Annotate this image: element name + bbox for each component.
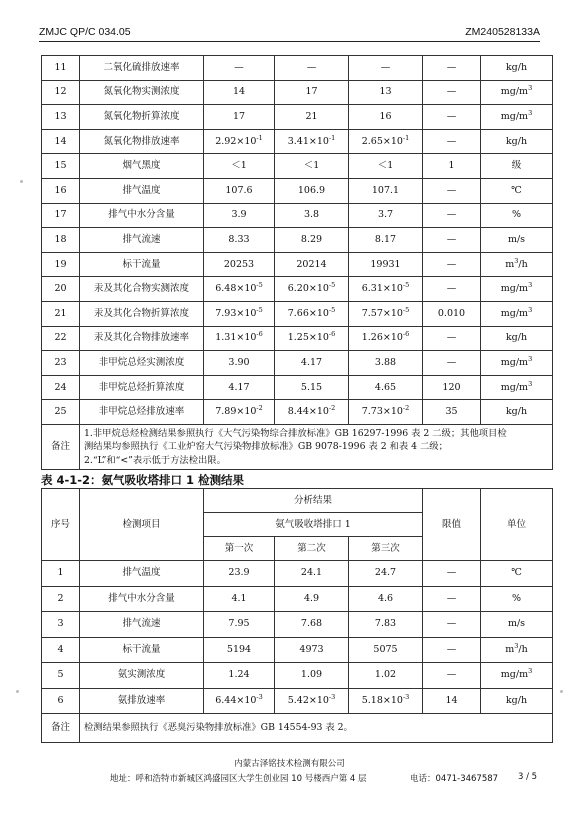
cell-v1: 4.17 [204, 375, 275, 400]
cell-limit: — [423, 228, 481, 253]
table-row [42, 400, 553, 425]
cell-v1: $6.44\times 10^{-3}$ [204, 688, 275, 714]
cell-no: 20 [42, 277, 80, 302]
note-row [42, 424, 553, 469]
cell-no: 1 [42, 561, 80, 587]
cell-v3: 107.1 [349, 178, 423, 203]
cell-v2: 3.8 [275, 203, 349, 228]
cell-v3: $7.57\times 10^{-5}$ [349, 301, 423, 326]
cell-unit: kg/h [481, 326, 553, 351]
cell-v1: ＜1 [204, 154, 275, 179]
cell-unit: % [481, 586, 553, 612]
cell-v2: $7.66\times 10^{-5}$ [275, 301, 349, 326]
footer-address: 地址：呼和浩特市新城区鸿盛园区大学生创业园 10 号楼西户第 4 层 [110, 774, 367, 784]
cell-v2: $5.42\times 10^{-3}$ [275, 688, 349, 714]
cell-limit: — [423, 80, 481, 105]
cell-unit: $mg/m^3$ [481, 375, 553, 400]
results-table-continued [41, 55, 553, 470]
cell-limit: — [423, 586, 481, 612]
cell-unit: $mg/m^3$ [481, 277, 553, 302]
cell-v1: $1.31\times 10^{-6}$ [204, 326, 275, 351]
ammonia-results-table [41, 488, 553, 743]
cell-no: 25 [42, 400, 80, 425]
cell-unit: ℃ [481, 178, 553, 203]
table-row [42, 637, 553, 663]
scan-speck [16, 690, 19, 693]
cell-item: 二氧化硫排放速率 [80, 56, 204, 81]
cell-item: 排气温度 [80, 178, 204, 203]
cell-no: 4 [42, 637, 80, 663]
cell-no: 22 [42, 326, 80, 351]
cell-limit: — [423, 637, 481, 663]
cell-unit: kg/h [481, 129, 553, 154]
cell-v3: — [349, 56, 423, 81]
cell-unit: $mg/m^3$ [481, 105, 553, 130]
cell-item: 氮氧化物折算浓度 [80, 105, 204, 130]
cell-v3: 7.83 [349, 612, 423, 638]
cell-unit: m/s [481, 228, 553, 253]
cell-limit: — [423, 663, 481, 689]
cell-v2: $1.25\times 10^{-6}$ [275, 326, 349, 351]
cell-v3: $1.26\times 10^{-6}$ [349, 326, 423, 351]
cell-v2: 7.68 [275, 612, 349, 638]
cell-item: 氨排放速率 [80, 688, 204, 714]
note-label: 备注 [42, 424, 80, 469]
cell-no: 6 [42, 688, 80, 714]
cell-unit: kg/h [481, 56, 553, 81]
scan-speck [20, 180, 23, 183]
cell-no: 5 [42, 663, 80, 689]
table-row [42, 688, 553, 714]
table-row [42, 326, 553, 351]
cell-v3: 1.02 [349, 663, 423, 689]
cell-item: 汞及其化合物实测浓度 [80, 277, 204, 302]
cell-v2: $8.44\times 10^{-2}$ [275, 400, 349, 425]
cell-v2: 4.17 [275, 351, 349, 376]
table-row [42, 129, 553, 154]
table-row [42, 252, 553, 277]
cell-v1: — [204, 56, 275, 81]
cell-v2: $3.41\times 10^{-1}$ [275, 129, 349, 154]
cell-v3: 5075 [349, 637, 423, 663]
cell-v1: 20253 [204, 252, 275, 277]
cell-v1: 4.1 [204, 586, 275, 612]
table-row [42, 228, 553, 253]
cell-v1: 17 [204, 105, 275, 130]
cell-item: 氮氧化物实测浓度 [80, 80, 204, 105]
cell-limit: 1 [423, 154, 481, 179]
cell-no: 21 [42, 301, 80, 326]
doc-code: ZMJC QP/C 034.05 [39, 26, 131, 38]
page-number: 3 / 5 [518, 772, 538, 782]
cell-v2: 106.9 [275, 178, 349, 203]
note-line: 2.“L”和“<”表示低于方法检出限。 [84, 454, 226, 466]
cell-v3: 24.7 [349, 561, 423, 587]
cell-v3: $2.65\times 10^{-1}$ [349, 129, 423, 154]
cell-limit: — [423, 612, 481, 638]
cell-no: 18 [42, 228, 80, 253]
table-row [42, 178, 553, 203]
cell-limit: — [423, 252, 481, 277]
cell-v3: $5.18\times 10^{-3}$ [349, 688, 423, 714]
cell-no: 3 [42, 612, 80, 638]
cell-v1: $6.48\times 10^{-5}$ [204, 277, 275, 302]
table-row [42, 56, 553, 81]
cell-v2: 24.1 [275, 561, 349, 587]
table-row [42, 375, 553, 400]
note-text: 检测结果参照执行《恶臭污染物排放标准》GB 14554-93 表 2。 [80, 714, 553, 743]
cell-v2: 20214 [275, 252, 349, 277]
cell-item: 排气中水分含量 [80, 203, 204, 228]
cell-no: 2 [42, 586, 80, 612]
footer-phone: 电话：0471-3467587 [410, 774, 499, 784]
header-unit: 单位 [481, 489, 553, 561]
note-line: 测结果均参照执行《工业炉窑大气污染物排放标准》GB 9078-1996 表 2 和表 4 二级； [84, 441, 448, 453]
cell-v3: ＜1 [349, 154, 423, 179]
cell-v3: 16 [349, 105, 423, 130]
cell-v1: 7.95 [204, 612, 275, 638]
note-line: 1.非甲烷总烃检测结果参照执行《大气污染物综合排放标准》GB 16297-1996 表 2 二级；其他项目检 [84, 427, 507, 439]
cell-unit: 级 [481, 154, 553, 179]
cell-v2: — [275, 56, 349, 81]
cell-no: 11 [42, 56, 80, 81]
header-no: 序号 [42, 489, 80, 561]
header-limit: 限值 [423, 489, 481, 561]
header-analysis: 分析结果 [204, 489, 423, 513]
page-header [39, 24, 540, 44]
cell-limit: — [423, 277, 481, 302]
cell-limit: — [423, 203, 481, 228]
cell-item: 排气流速 [80, 612, 204, 638]
cell-limit: 35 [423, 400, 481, 425]
table-row [42, 105, 553, 130]
cell-no: 14 [42, 129, 80, 154]
cell-v1: 3.9 [204, 203, 275, 228]
table-row [42, 351, 553, 376]
cell-v2: 17 [275, 80, 349, 105]
cell-limit: — [423, 178, 481, 203]
header-second: 第二次 [275, 537, 349, 561]
cell-v2: ＜1 [275, 154, 349, 179]
table-row [42, 663, 553, 689]
footer-company: 内蒙古泽铭技术检测有限公司 [234, 759, 345, 769]
table-row [42, 277, 553, 302]
cell-no: 15 [42, 154, 80, 179]
cell-v3: 4.65 [349, 375, 423, 400]
cell-item: 排气中水分含量 [80, 586, 204, 612]
table-row [42, 301, 553, 326]
cell-item: 非甲烷总烃折算浓度 [80, 375, 204, 400]
cell-v1: $7.89\times 10^{-2}$ [204, 400, 275, 425]
cell-unit: $mg/m^3$ [481, 80, 553, 105]
cell-unit: kg/h [481, 400, 553, 425]
cell-item: 氨实测浓度 [80, 663, 204, 689]
cell-v3: 19931 [349, 252, 423, 277]
cell-limit: — [423, 351, 481, 376]
cell-unit: $mg/m^3$ [481, 663, 553, 689]
cell-unit: kg/h [481, 688, 553, 714]
cell-item: 排气温度 [80, 561, 204, 587]
cell-item: 标干流量 [80, 252, 204, 277]
note-text [80, 424, 553, 469]
table-title: 表 4-1-2：氨气吸收塔排口 1 检测结果 [41, 473, 245, 487]
cell-v3: 3.88 [349, 351, 423, 376]
cell-limit: — [423, 561, 481, 587]
cell-item: 排气流速 [80, 228, 204, 253]
cell-item: 汞及其化合物排放速率 [80, 326, 204, 351]
cell-v3: $6.31\times 10^{-5}$ [349, 277, 423, 302]
cell-v1: $7.93\times 10^{-5}$ [204, 301, 275, 326]
cell-item: 汞及其化合物折算浓度 [80, 301, 204, 326]
cell-no: 24 [42, 375, 80, 400]
cell-limit: — [423, 326, 481, 351]
table-row [42, 203, 553, 228]
table-row [42, 80, 553, 105]
cell-v2: 1.09 [275, 663, 349, 689]
note-label: 备注 [42, 714, 80, 743]
cell-v1: 3.90 [204, 351, 275, 376]
table-row [42, 561, 553, 587]
cell-limit: — [423, 105, 481, 130]
cell-unit: m/s [481, 612, 553, 638]
cell-v3: 3.7 [349, 203, 423, 228]
cell-limit: 120 [423, 375, 481, 400]
header-rule [39, 41, 540, 42]
cell-v3: $7.73\times 10^{-2}$ [349, 400, 423, 425]
scan-speck [560, 690, 563, 693]
cell-item: 氮氧化物排放速率 [80, 129, 204, 154]
cell-unit: $mg/m^3$ [481, 351, 553, 376]
cell-v2: 8.29 [275, 228, 349, 253]
cell-item: 非甲烷总烃排放速率 [80, 400, 204, 425]
table-row [42, 612, 553, 638]
cell-v3: 13 [349, 80, 423, 105]
cell-v3: 8.17 [349, 228, 423, 253]
cell-unit: $m^3/h$ [481, 637, 553, 663]
cell-v1: 1.24 [204, 663, 275, 689]
cell-v2: 4973 [275, 637, 349, 663]
header-item: 检测项目 [80, 489, 204, 561]
cell-no: 16 [42, 178, 80, 203]
cell-limit: — [423, 129, 481, 154]
table-row [42, 586, 553, 612]
cell-v2: 21 [275, 105, 349, 130]
cell-v1: 14 [204, 80, 275, 105]
cell-item: 烟气黑度 [80, 154, 204, 179]
cell-v1: 5194 [204, 637, 275, 663]
cell-no: 23 [42, 351, 80, 376]
cell-v1: 23.9 [204, 561, 275, 587]
report-number: ZM240528133A [465, 26, 540, 38]
cell-no: 12 [42, 80, 80, 105]
header-point: 氨气吸收塔排口 1 [204, 513, 423, 537]
cell-v3: 4.6 [349, 586, 423, 612]
cell-unit: $mg/m^3$ [481, 301, 553, 326]
table-row [42, 154, 553, 179]
cell-v2: $6.20\times 10^{-5}$ [275, 277, 349, 302]
cell-limit: — [423, 56, 481, 81]
cell-v2: 4.9 [275, 586, 349, 612]
note-row [42, 714, 553, 743]
cell-no: 13 [42, 105, 80, 130]
cell-item: 标干流量 [80, 637, 204, 663]
cell-v1: 107.6 [204, 178, 275, 203]
cell-limit: 14 [423, 688, 481, 714]
cell-unit: ℃ [481, 561, 553, 587]
cell-no: 19 [42, 252, 80, 277]
cell-no: 17 [42, 203, 80, 228]
header-first: 第一次 [204, 537, 275, 561]
cell-unit: % [481, 203, 553, 228]
cell-v1: $2.92\times 10^{-1}$ [204, 129, 275, 154]
cell-limit: 0.010 [423, 301, 481, 326]
cell-v1: 8.33 [204, 228, 275, 253]
cell-unit: $m^3/h$ [481, 252, 553, 277]
cell-item: 非甲烷总烃实测浓度 [80, 351, 204, 376]
header-third: 第三次 [349, 537, 423, 561]
cell-v2: 5.15 [275, 375, 349, 400]
